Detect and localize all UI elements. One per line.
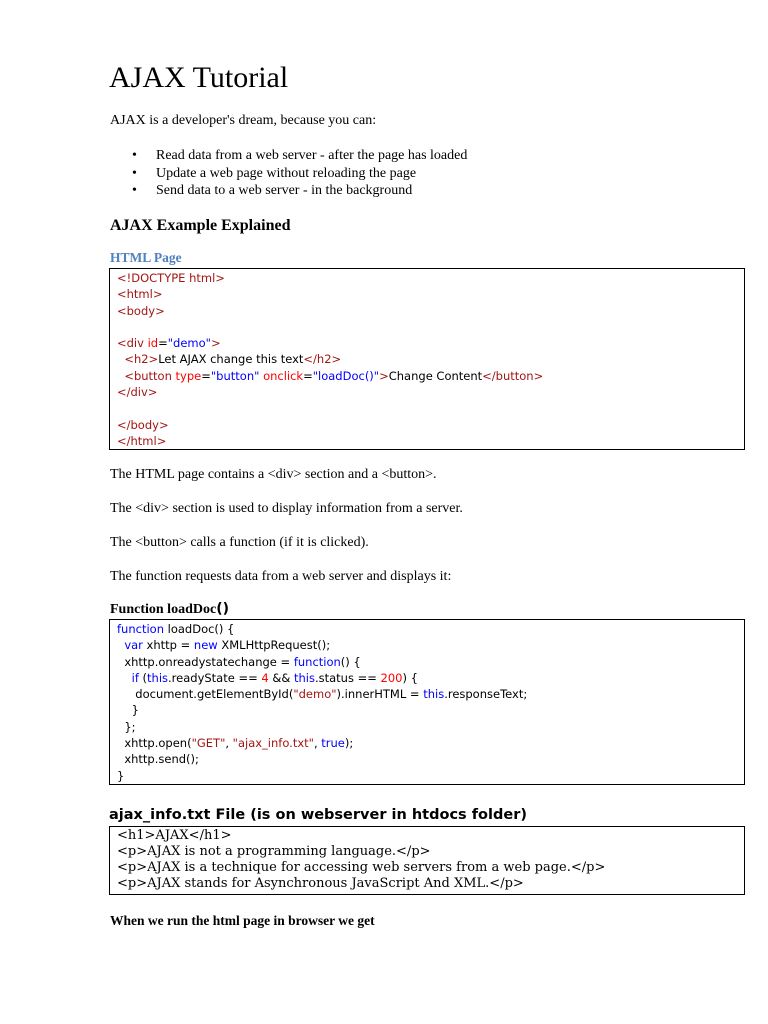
js-code-block [109,619,745,785]
code-line: <html> [117,287,163,302]
bullet-icon: • [132,148,137,163]
code-line: document.getElementById("demo").innerHTML = this.responseText; [135,687,528,702]
code-line: <!DOCTYPE html> [117,271,225,285]
intro-text: AJAX is a developer's dream, because you can: [110,113,377,128]
code-line: <p>AJAX stands for Asynchronous JavaScript And XML.</p> [117,876,524,891]
html-code-block [109,268,745,450]
paragraph: The <div> section is used to display information from a server. [110,501,463,516]
code-line: xhttp.send(); [124,752,199,767]
code-line: if (this.readyState == 4 && this.status == 200) { [131,670,418,685]
list-item: • Update a web page without reloading the page [132,165,417,181]
code-line: <div id="demo"> [117,336,221,351]
code-line: <h1>AJAX</h1> [117,828,232,843]
list-item: • Send data to a web server - in the background [132,183,413,198]
code-line: </body> [117,417,169,432]
ajax-file-heading: ajax_info.txt File (is on webserver in htdocs folder) [109,807,527,823]
bullet-icon: • [132,183,137,198]
example-heading: AJAX Example Explained [110,217,291,234]
code-line: <body> [117,303,165,318]
html-page-heading: HTML Page [110,250,182,265]
code-line [117,400,744,416]
paragraph: The <button> calls a function (if it is clicked). [110,535,369,550]
code-line: <h2>Let AJAX change this text</h2> [124,352,342,367]
code-line: </div> [117,385,158,400]
ajax-file-block [109,826,745,895]
code-line: <p>AJAX is not a programming language.</p> [117,844,431,859]
code-line: </html> [117,433,167,448]
bullet-icon: • [132,165,137,181]
function-heading: Function loadDoc() [110,601,229,617]
code-line: }; [124,719,136,734]
code-line: } [117,768,125,783]
run-heading: When we run the html page in browser we get [110,913,375,928]
code-line [117,319,744,335]
bullet-list [110,147,467,200]
list-item: • Read data from a web server - after the page has loaded [132,148,468,163]
code-line: var xhttp = new XMLHttpRequest(); [124,638,331,653]
code-line: <button type="button" onclick="loadDoc()">Change Content</button> [124,368,544,383]
code-line: xhttp.open("GET", "ajax_info.txt", true); [124,736,354,751]
code-line: <p>AJAX is a technique for accessing web servers from a web page.</p> [117,860,606,875]
paragraph: The function requests data from a web server and displays it: [110,569,452,584]
code-line: } [131,703,139,718]
code-line: function loadDoc() { [117,622,235,636]
paragraph: The HTML page contains a <div> section and a <button>. [110,467,437,482]
code-line: xhttp.onreadystatechange = function() { [124,654,361,669]
page-title: AJAX Tutorial [109,61,289,94]
